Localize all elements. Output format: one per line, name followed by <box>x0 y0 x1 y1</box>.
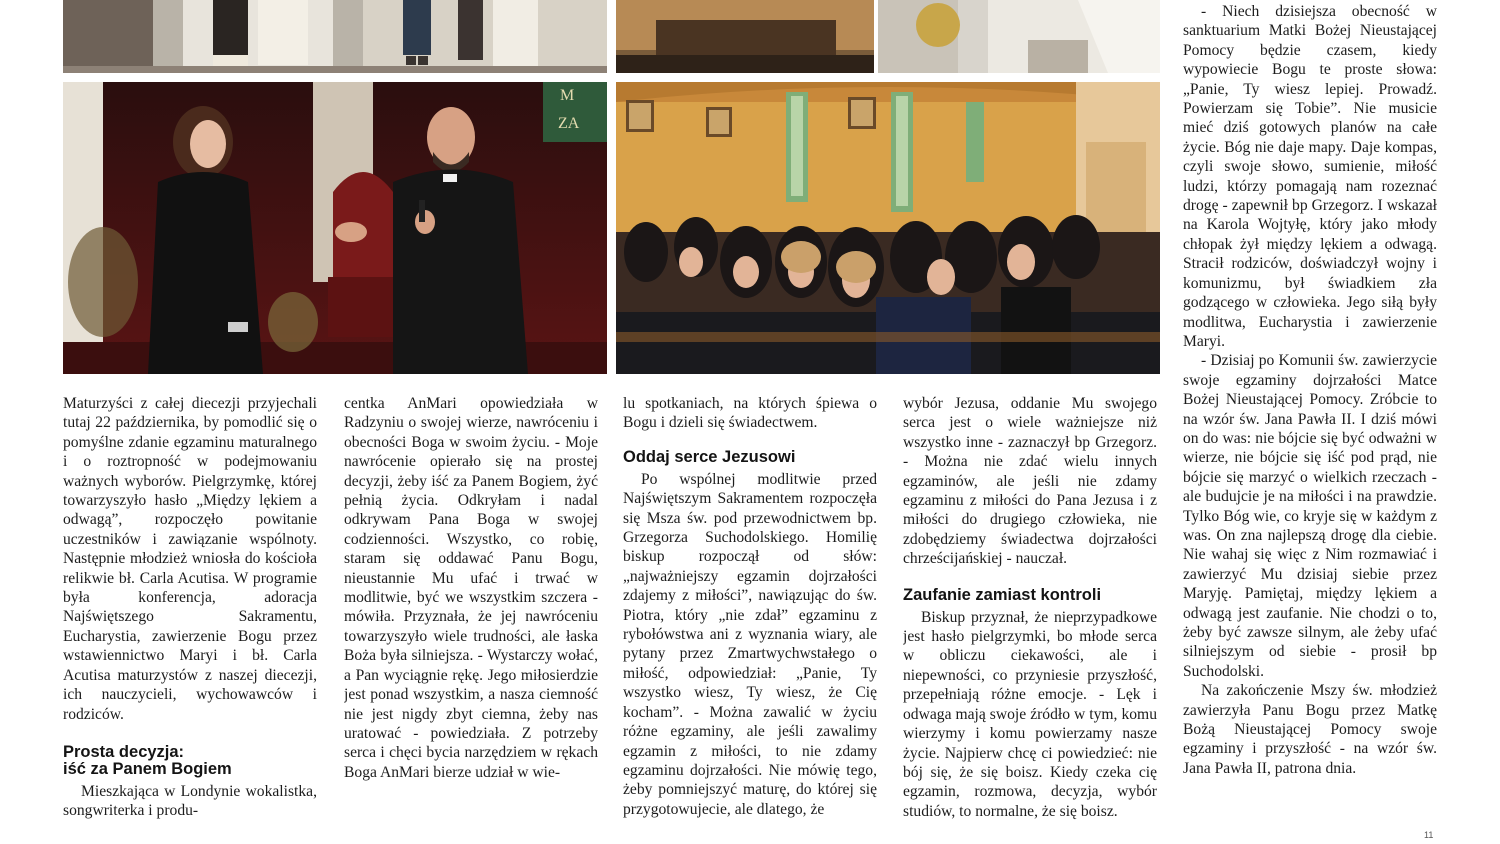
paragraph: wybór Jezusa, oddanie Mu swojego serca jest o wiele ważniejsze niż wszystko inne - zaznaczył bp Grzegorz. - Można nie zdać wielu innych egzaminów, ale jeśli nie zdamy egzaminu z miłości do Pana Jezusa i z miłości do drugiego człowieka, nie zdobędziemy świadectwa dojrzałości chrześcijańskiej - nauczał. <box>903 395 1157 568</box>
article-column-5 <box>1183 2 1437 844</box>
paragraph: Po wspólnej modlitwie przed Najświętszym Sakramentem rozpoczęła się Msza św. pod przewodnictwem bp. Grzegorza Suchodolskiego. Homilię biskup rozpoczął od słów: „najważniejszy egzamin dojrzałości zdajemy z miłości”, nawiązując do św. Piotra, który „nie zdał” egzaminu z rybołówstwa ani z wyznania wiary, ale pytany przez Zmartwychwstałego o miłość, odpowiedział: „Panie, Ty wszystko wiesz, Ty wiesz, że Cię kocham”. - Można zawalić w życiu różne egzaminy, ale jeśli zawalimy egzamin z miłości, to nie zdamy egzaminu dojrzałości. Nie mówię tego, żeby pomniejszyć maturę, do której się przygotowujecie, ale dlatego, że <box>623 470 877 818</box>
photo-top-right <box>878 0 1160 73</box>
paragraph: Mieszkająca w Londynie wokalistka, songwriterka i produ- <box>63 782 317 820</box>
photo-top-left <box>63 0 607 73</box>
heading-line: iść za Panem Bogiem <box>63 759 232 778</box>
heading-line: Prosta decyzja: <box>63 742 185 761</box>
article-column-4 <box>903 394 1157 844</box>
section-heading-prosta-decyzja <box>63 744 317 778</box>
photo-youth-church <box>616 82 1160 374</box>
article-column-3 <box>623 394 877 844</box>
paragraph: Maturzyści z całej diecezji przyjechali tutaj 22 października, by pomodlić się o pomyślne zdanie egzaminu maturalnego i o roztropność w podejmowaniu ważnych wyborów. Pielgrzymkę, której towarzyszyło hasło „Między lękiem a odwagą”, rozpoczęło powitanie uczestników i zawiązanie wspólnoty. Następnie młodzież wniosła do kościoła relikwie bł. Carla Acutisa. W programie była konferencja, adoracja Najświętszego Sakramentu, Eucharystia, zawierzenie Bogu przez wstawiennictwo Maryi i bł. Carla Acutisa maturzystów z naszej diecezji, ich nauczycieli, wychowawców i rodziców. <box>63 395 317 723</box>
photo-banner-text: M <box>560 87 575 104</box>
paragraph: Biskup przyznał, że nieprzypadkowe jest hasło pielgrzymki, bo młode serca w obliczu ciekawości, ale i niepewności, co przyniesie przyszłość, przepełniają różne emocje. - Lęk i odwaga mają swoje źródło w tym, komu wierzymy i komu powierzamy nasze życie. Najpierw chcę ci powiedzieć: nie bój się, że się boisz. Kiedy czeka cię egzamin, rozmowa, decyzja, wybór studiów, to normalne, że się boisz. <box>903 608 1157 820</box>
page-number: 11 <box>1424 830 1434 840</box>
section-heading-oddaj-serce: Oddaj serce Jezusowi <box>623 447 796 466</box>
photo-top-middle <box>616 0 874 73</box>
article-column-1 <box>63 394 317 844</box>
article-column-2 <box>344 394 598 844</box>
paragraph: - Niech dzisiejsza obecność w sanktuarium Matki Bożej Nieustającej Pomocy będzie czasem, kiedy wypowiecie Bogu te proste słowa: „Panie, Ty wiesz lepiej. Prowadź. Powierzam się Tobie”. Nie musicie mieć dziś gotowych planów na całe życie. Bóg nie daje mapy. Daje kompas, czyli swoje słowo, sumienie, miłość ludzi, którzy pomagają nam rozeznać drogę - zapewnił bp Grzegorz. I wskazał na Karola Wojtyłę, który jako młody chłopak żył między lękiem a odwagą. Stracił rodziców, doświadczył wojny i komunizmu, był świadkiem zła godzącego w człowieka. Jego siłą były modlitwa, Eucharystia i zawierzenie Maryi. <box>1183 3 1437 350</box>
paragraph: Na zakończenie Mszy św. młodzież zawierzyła Panu Bogu przez Matkę Bożą Nieustającej Pomocy swoje egzaminy i przyszłość - na wzór św. Jana Pawła II, patrona dnia. <box>1183 682 1437 777</box>
paragraph: lu spotkaniach, na których śpiewa o Bogu i dzieli się świadectwem. <box>623 395 877 432</box>
paragraph: centka AnMari opowiedziała w Radzyniu o swojej wierze, nawróceniu i obecności Boga w swoim życiu. - Moje nawrócenie opierało się na prostej decyzji, żeby iść za Panem Bogiem, żyć pełnią życia. Odkryłam i nadal odkrywam Pana Boga w swojej codzienności. Wszystko, co robię, staram się oddawać Panu Bogu, nieustannie Mu ufać i trwać w modlitwie, być we wszystkim szczera - mówiła. Przyznała, że jej nawróceniu towarzyszyło wiele trudności, ale łaska Boża była silniejsza. - Wystarczy wołać, a Pan wyciągnie rękę. Jego miłosierdzie jest ponad wszystkim, a nasza ciemność nie jest nigdy zbyt ciemna, żeby nas uratować - powiedziała. Z potrzeby serca i chęci bycia narzędziem w rękach Boga AnMari bierze udział w wie- <box>344 395 598 781</box>
photo-anmari-priest <box>63 82 607 374</box>
svg-text:ZA: ZA <box>558 115 580 132</box>
paragraph: - Dzisiaj po Komunii św. zawierzycie swoje egzaminy dojrzałości Matce Bożej Nieustającej Pomocy. Zróbcie to na wzór św. Jana Pawła II. I dziś mówi on do was: nie bójcie się być odważni w wierze, nie bójcie się iść pod prąd, nie bójcie się marzyć o wielkich rzeczach - ale budujcie je na miłości i na prawdzie. Tylko Bóg wie, co kryje się w każdym z was. On zna najlepszą drogę dla ciebie. Nie wahaj się więc z Nim rozmawiać i zawierzyć Mu dzisiaj siebie przez Maryję. Pamiętaj, między lękiem a odwagą jest zaufanie. Nie chodzi o to, żeby być zawsze silnym, ale żeby ufać silniejszym od siebie - prosił bp Suchodolski. <box>1183 352 1437 680</box>
section-heading-zaufanie: Zaufanie zamiast kontroli <box>903 585 1102 604</box>
